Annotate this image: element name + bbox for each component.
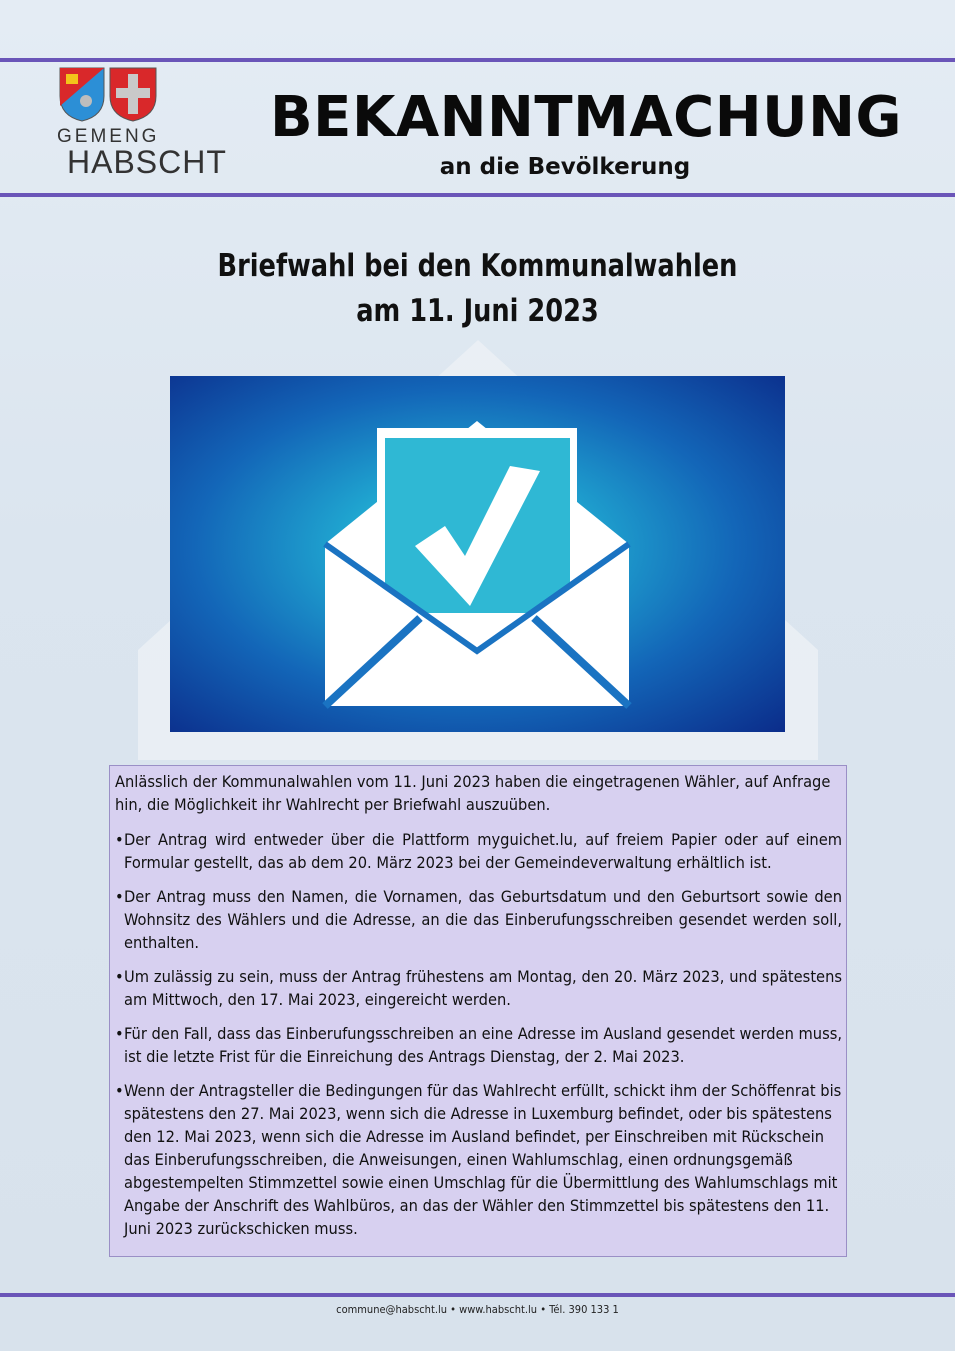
envelope-checkmark-icon	[170, 376, 785, 732]
list-item-text: Wenn der Antragsteller die Bedingungen für das Wahlrecht erfüllt, schickt ihm der Schöffenrat bis spätestens den 27. Mai 2023, wenn sich die Adresse in Luxemburg befindet, oder bis spätestens den 12. Mai 2023, wenn sich die Adresse im Ausland befindet, per Einschreiben mit Rückschein das Einberufungsschreiben, die Anweisungen, einen Wahlumschlag, einen ordnungsgemäß abgestempelten Stimmzettel sowie einen Umschlag für die Übermittlung des Wahlumschlags mit Angabe der Anschrift des Wahlbüros, an das der Wähler den Stimmzettel bis spätestens den 11. Juni 2023 zurückschicken muss.	[124, 1081, 842, 1238]
hero-envelope-image	[170, 376, 785, 732]
page-subheadline: an die Bevölkerung	[439, 154, 691, 180]
list-item	[115, 1022, 842, 1068]
logo-text-habscht: HABSCHT	[67, 144, 227, 180]
bullet-marker: •	[115, 1081, 124, 1100]
list-item-text: Um zulässig zu sein, muss der Antrag frühestens am Montag, den 20. März 2023, und spätestens am Mittwoch, den 17. Mai 2023, eingereicht werden.	[124, 967, 842, 1009]
notice-title	[130, 244, 825, 334]
list-item	[115, 885, 842, 954]
header-bottom-rule	[0, 193, 955, 197]
top-rule	[0, 58, 955, 62]
footer-contact: commune@habscht.lu • www.habscht.lu • Tél. 390 133 1	[336, 1303, 619, 1316]
list-item-text: Der Antrag wird entweder über die Plattform myguichet.lu, auf freiem Papier oder auf einem Formular gestellt, das ab dem 20. März 2023 bei der Gemeindeverwaltung erhältlich ist.	[124, 830, 842, 872]
list-item	[115, 965, 842, 1011]
bullet-marker: •	[115, 887, 124, 906]
notice-title-line2: am 11. Juni 2023	[356, 293, 599, 329]
page-headline: BEKANNTMACHUNG	[270, 85, 902, 150]
notice-textbox	[109, 765, 847, 1257]
coat-of-arms-icon	[58, 66, 158, 122]
list-item-text: Für den Fall, dass das Einberufungsschreiben an eine Adresse im Ausland gesendet werden muss, ist die letzte Frist für die Einreichung des Antrags Dienstag, der 2. Mai 2023.	[124, 1024, 842, 1066]
notice-intro: Anlässlich der Kommunalwahlen vom 11. Juni 2023 haben die eingetragenen Wähler, auf Anfrage hin, die Möglichkeit ihr Wahlrecht per Briefwahl auszuüben.	[115, 772, 831, 814]
municipality-logo	[55, 66, 230, 181]
bullet-marker: •	[115, 1024, 124, 1043]
notice-title-line1: Briefwahl bei den Kommunalwahlen	[217, 248, 738, 284]
bullet-marker: •	[115, 967, 124, 986]
logo-text-gemeng: GEMENG	[57, 126, 160, 147]
footer-rule	[0, 1293, 955, 1297]
list-item	[115, 828, 842, 874]
bullet-marker: •	[115, 830, 124, 849]
list-item	[115, 1079, 842, 1240]
list-item-text: Der Antrag muss den Namen, die Vornamen, das Geburtsdatum und den Geburtsort sowie den Wohnsitz des Wählers und die Adresse, an die das Einberufungsschreiben gesendet werden soll, enthalten.	[124, 887, 842, 952]
